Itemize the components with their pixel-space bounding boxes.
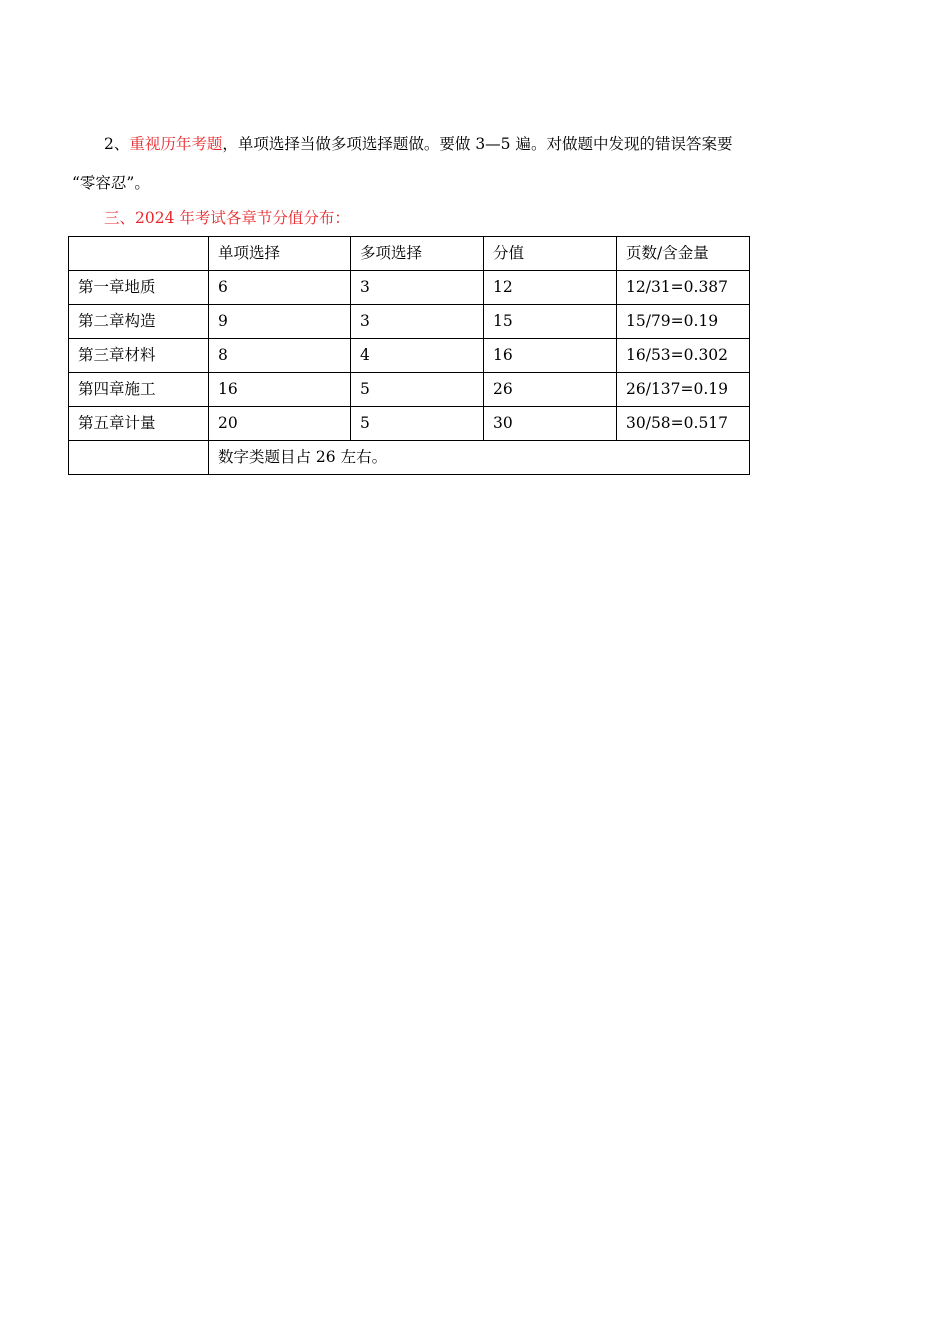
single-choice-cell: 16: [209, 373, 351, 407]
pages-value-cell: 30/58=0.517: [617, 407, 750, 441]
header-cell-single-choice: 单项选择: [209, 237, 351, 271]
footer-label-cell: [69, 441, 209, 475]
header-cell-multiple-choice: 多项选择: [351, 237, 484, 271]
single-choice-cell: 6: [209, 271, 351, 305]
table-header-row: [69, 237, 750, 271]
table-row: [69, 339, 750, 373]
chapter-name-cell: 第四章施工: [69, 373, 209, 407]
table-row: [69, 407, 750, 441]
paragraph-study-tip: [68, 132, 848, 154]
pages-value-cell: 26/137=0.19: [617, 373, 750, 407]
pages-value-cell: 15/79=0.19: [617, 305, 750, 339]
chapter-name-cell: 第二章构造: [69, 305, 209, 339]
header-cell-chapter: [69, 237, 209, 271]
score-cell: 26: [484, 373, 617, 407]
chapter-name-cell: 第五章计量: [69, 407, 209, 441]
header-cell-score: 分值: [484, 237, 617, 271]
multiple-choice-cell: 5: [351, 373, 484, 407]
footer-note-cell: 数字类题目占 26 左右。: [209, 441, 750, 475]
table-row: [69, 271, 750, 305]
paragraph-body: ，单项选择当做多项选择题做。要做 3—5 遍。对做题中发现的错误答案要: [222, 135, 733, 153]
chapter-name-cell: 第一章地质: [69, 271, 209, 305]
chapter-score-table: [68, 236, 750, 475]
single-choice-cell: 20: [209, 407, 351, 441]
pages-value-cell: 16/53=0.302: [617, 339, 750, 373]
multiple-choice-cell: 3: [351, 305, 484, 339]
score-cell: 15: [484, 305, 617, 339]
pages-value-cell: 12/31=0.387: [617, 271, 750, 305]
single-choice-cell: 9: [209, 305, 351, 339]
section-heading: [68, 206, 848, 228]
highlighted-phrase: 重视历年考题: [129, 135, 223, 153]
score-cell: 30: [484, 407, 617, 441]
multiple-choice-cell: 5: [351, 407, 484, 441]
multiple-choice-cell: 3: [351, 271, 484, 305]
section-heading-text: 三、2024 年考试各章节分值分布：: [104, 209, 350, 227]
paragraph-continuation: “零容忍”。: [72, 174, 150, 192]
chapter-name-cell: 第三章材料: [69, 339, 209, 373]
table-row: [69, 373, 750, 407]
table-footer-row: [69, 441, 750, 475]
multiple-choice-cell: 4: [351, 339, 484, 373]
header-cell-pages-value: 页数/含金量: [617, 237, 750, 271]
score-cell: 12: [484, 271, 617, 305]
single-choice-cell: 8: [209, 339, 351, 373]
table-row: [69, 305, 750, 339]
paragraph-number: 2、: [104, 135, 130, 153]
score-cell: 16: [484, 339, 617, 373]
